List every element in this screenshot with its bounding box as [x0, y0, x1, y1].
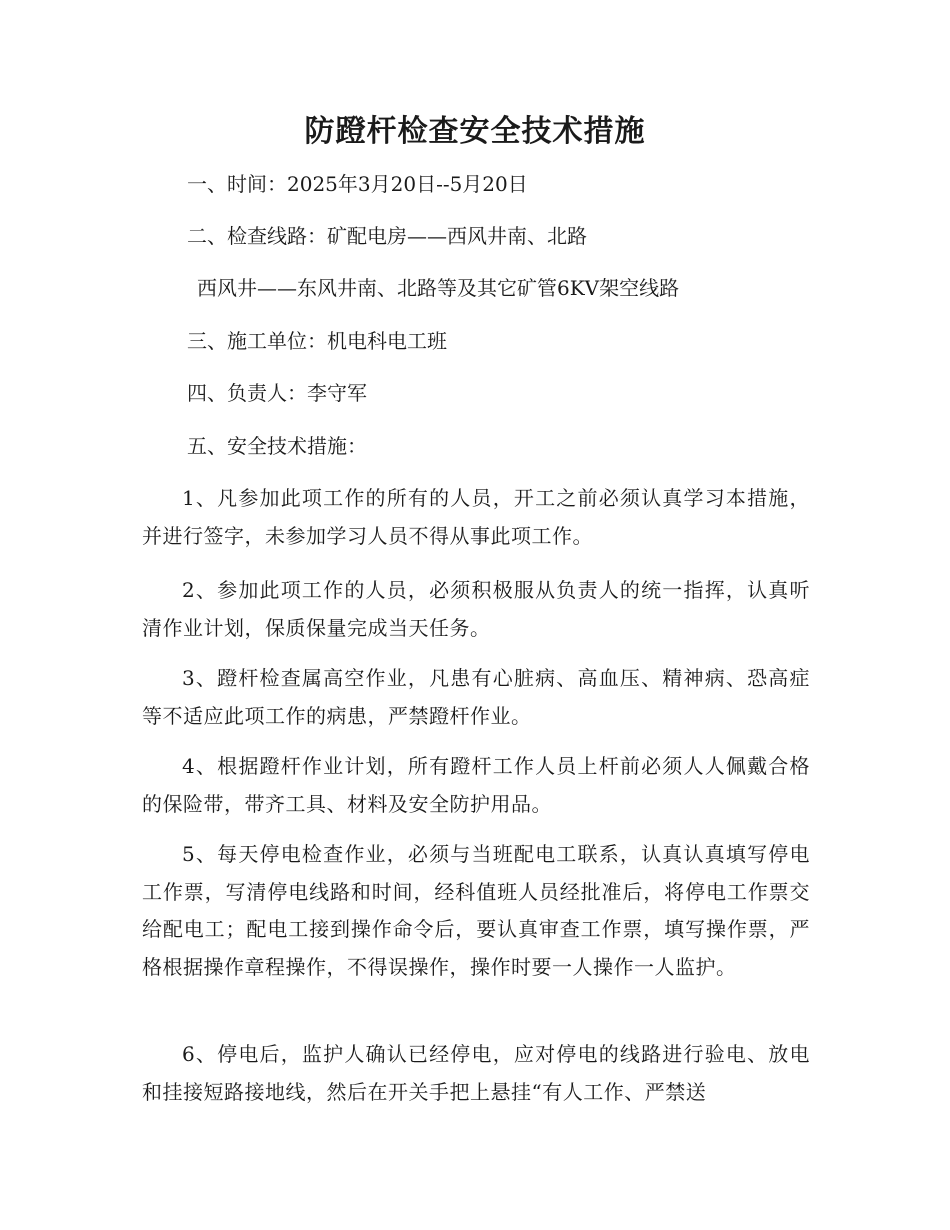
measure-item-5: 5、每天停电检查作业，必须与当班配电工联系，认真认真填写停电工作票，写清停电线路和时间，经科值班人员经批准后，将停电工作票交给配电工；配电工接到操作命令后，要认真审查工作票，填写操作票，严格根据操作章程操作，不得误操作，操作时要一人操作一人监护。 — [142, 842, 810, 979]
responsible-person-line: 四、负责人：李守军 — [187, 381, 367, 405]
measure-item-4: 4、根据蹬杆作业计划，所有蹬杆工作人员上杆前必须人人佩戴合格的保险带，带齐工具、材料及安全防护用品。 — [142, 754, 810, 816]
construction-unit-line: 三、施工单位：机电科电工班 — [187, 329, 447, 353]
safety-measures-heading: 五、安全技术措施： — [187, 434, 367, 458]
measure-item-2: 2、参加此项工作的人员，必须积极服从负责人的统一指挥，认真听清作业计划，保质保量完成当天任务。 — [142, 578, 810, 640]
inspection-route-continuation: 西风井——东风井南、北路等及其它矿管6KV架空线路 — [197, 276, 680, 300]
measure-item-6: 6、停电后，监护人确认已经停电，应对停电的线路进行验电、放电和挂接短路接地线，然后在开关手把上悬挂“有人工作、严禁送 — [142, 1042, 810, 1104]
measure-item-3: 3、蹬杆检查属高空作业，凡患有心脏病、高血压、精神病、恐高症等不适应此项工作的病患，严禁蹬杆作业。 — [142, 666, 810, 728]
document-title: 防蹬杆检查安全技术措施 — [304, 114, 646, 149]
time-line: 一、时间：2025年3月20日--5月20日 — [187, 172, 528, 196]
measure-item-1: 1、凡参加此项工作的所有的人员，开工之前必须认真学习本措施，并进行签字，未参加学习人员不得从事此项工作。 — [142, 486, 810, 548]
inspection-route-line: 二、检查线路：矿配电房——西风井南、北路 — [187, 224, 587, 248]
